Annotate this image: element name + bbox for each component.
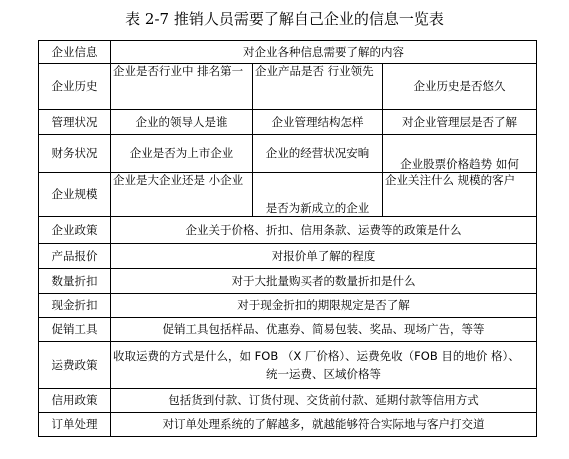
row-label: 企业政策 xyxy=(39,217,111,244)
table-row xyxy=(39,135,537,173)
row-label: 企业规模 xyxy=(39,173,111,217)
row-cell: 企业管理结构怎样 xyxy=(253,110,383,135)
row-label: 订单处理 xyxy=(39,413,111,437)
row-label: 现金折扣 xyxy=(39,294,111,318)
content-line: 收取运费的方式是什么，如 FOB （X 厂价格）、运费免收（FOB 目的地价 格）、 xyxy=(113,348,520,363)
table-row xyxy=(39,342,537,389)
row-label: 信用政策 xyxy=(39,389,111,413)
row-cell: 企业是否行业中 排名第一 xyxy=(111,64,253,110)
row-content: 对订单处理系统的了解越多，就越能够符合实际地与客户打交道 xyxy=(111,413,537,437)
row-label: 企业信息 xyxy=(39,41,111,64)
table-row xyxy=(39,294,537,318)
info-table xyxy=(38,40,537,437)
table-row xyxy=(39,389,537,413)
row-cell: 企业产品是否 行业领先 xyxy=(253,64,383,110)
row-label: 运费政策 xyxy=(39,342,111,389)
row-label: 管理状况 xyxy=(39,110,111,135)
row-cell: 企业股票价格趋势 如何 xyxy=(383,135,537,173)
row-content: 对于现金折扣的期限规定是否了解 xyxy=(111,294,537,318)
row-cell: 对企业管理层是否了解 xyxy=(383,110,537,135)
row-content: 企业关于价格、折扣、信用条款、运费等的政策是什么 xyxy=(111,217,537,244)
row-cell: 企业是大企业还是 小企业 xyxy=(111,173,253,217)
row-content xyxy=(111,342,537,389)
row-cell: 企业的领导人是谁 xyxy=(111,110,253,135)
row-cell: 企业历史是否悠久 xyxy=(383,64,537,110)
row-label: 企业历史 xyxy=(39,64,111,110)
content-line: 统一运费、区域价格等 xyxy=(266,366,381,381)
row-cell: 是否为新成立的企业 xyxy=(253,173,383,217)
row-content: 包括货到付款、订货付现、交货前付款、延期付款等信用方式 xyxy=(111,389,537,413)
row-label: 促销工具 xyxy=(39,318,111,342)
table-row xyxy=(39,41,537,64)
table-row xyxy=(39,269,537,294)
row-label: 数量折扣 xyxy=(39,269,111,294)
row-cell: 企业关注什么 规模的客户 xyxy=(383,173,537,217)
row-cell: 企业是否为上市企业 xyxy=(111,135,253,173)
table-row xyxy=(39,110,537,135)
table-row xyxy=(39,413,537,437)
row-content: 对于大批量购买者的数量折扣是什么 xyxy=(111,269,537,294)
table-row xyxy=(39,217,537,244)
row-label: 产品报价 xyxy=(39,244,111,269)
row-label: 财务状况 xyxy=(39,135,111,173)
table-row xyxy=(39,64,537,110)
row-content: 促销工具包括样品、优惠券、简易包装、奖品、现场广告，等等 xyxy=(111,318,537,342)
row-content: 对企业各种信息需要了解的内容 xyxy=(111,41,537,64)
table-row xyxy=(39,318,537,342)
table-row xyxy=(39,244,537,269)
table-row xyxy=(39,173,537,217)
row-content: 对报价单了解的程度 xyxy=(111,244,537,269)
row-cell: 企业的经营状况安晌 xyxy=(253,135,383,173)
table-title: 表 2-7 推销人员需要了解自己企业的信息一览表 xyxy=(125,10,444,28)
